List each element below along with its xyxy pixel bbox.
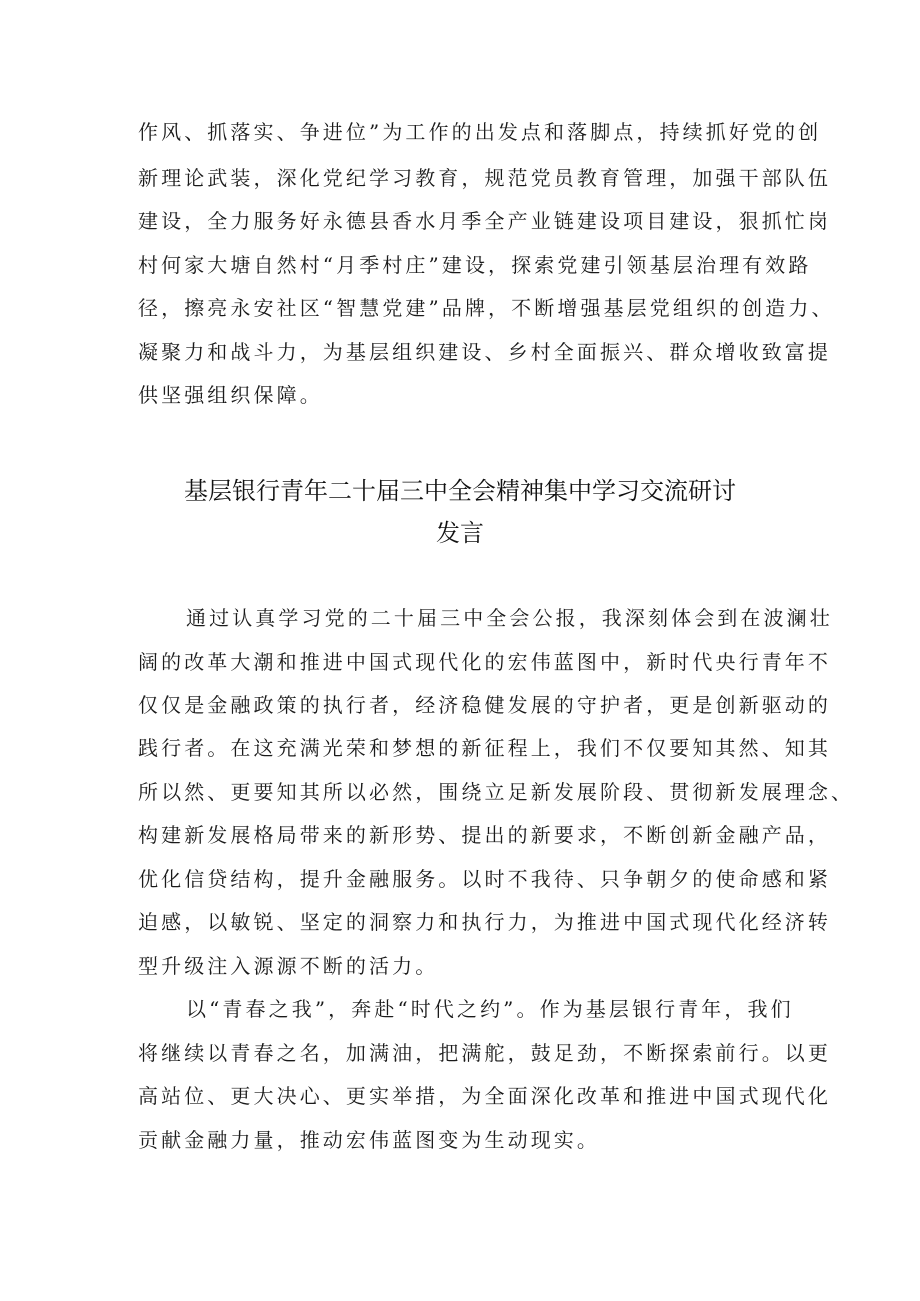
text-line: 作风、抓落实、争进位”为工作的出发点和落脚点，持续抓好党的创 bbox=[138, 120, 822, 144]
text-line: 践行者。在这充满光荣和梦想的新征程上，我们不仅要知其然、知其 bbox=[138, 736, 831, 760]
text-line: 新理论武装，深化党纪学习教育，规范党员教育管理，加强干部队伍 bbox=[138, 166, 831, 190]
text-line: 供坚强组织保障。 bbox=[138, 383, 323, 407]
text-line: 径，擦亮永安社区“智慧党建”品牌，不断增强基层党组织的创造力、 bbox=[138, 296, 835, 320]
text-line: 阔的改革大潮和推进中国式现代化的宏伟蓝图中，新时代央行青年不 bbox=[138, 650, 831, 674]
title-line: 发言 bbox=[436, 519, 484, 547]
text-line: 型升级注入源源不断的活力。 bbox=[138, 954, 439, 978]
text-line: 建设，全力服务好永德县香水月季全产业链建设项目建设，狠抓忙岗 bbox=[138, 209, 831, 233]
text-line: 通过认真学习党的二十届三中全会公报，我深刻体会到在波澜壮 bbox=[186, 606, 833, 630]
text-line: 将继续以青春之名，加满油，把满舵，鼓足劲，不断探索前行。以更 bbox=[138, 1041, 831, 1065]
text-line: 凝聚力和战斗力，为基层组织建设、乡村全面振兴、群众增收致富提 bbox=[138, 340, 831, 364]
text-line: 以“青春之我”，奔赴“时代之约”。作为基层银行青年，我们 bbox=[186, 997, 794, 1021]
title-line: 基层银行青年二十届三中全会精神集中学习交流研讨 bbox=[184, 477, 736, 505]
text-line: 迫感，以敏锐、坚定的洞察力和执行力，为推进中国式现代化经济转 bbox=[138, 910, 831, 934]
text-line: 优化信贷结构，提升金融服务。以时不我待、只争朝夕的使命感和紧 bbox=[138, 867, 831, 891]
text-line: 贡献金融力量，推动宏伟蓝图变为生动现实。 bbox=[138, 1128, 600, 1152]
text-line: 仅仅是金融政策的执行者，经济稳健发展的守护者，更是创新驱动的 bbox=[138, 693, 831, 717]
text-line: 高站位、更大决心、更实举措，为全面深化改革和推进中国式现代化 bbox=[138, 1084, 831, 1108]
text-line: 村何家大塘自然村“月季村庄”建设，探索党建引领基层治理有效路 bbox=[138, 253, 812, 277]
text-line: 所以然、更要知其所以必然，围绕立足新发展阶段、贯彻新发展理念、 bbox=[138, 780, 855, 804]
text-line: 构建新发展格局带来的新形势、提出的新要求，不断创新金融产品， bbox=[138, 823, 831, 847]
